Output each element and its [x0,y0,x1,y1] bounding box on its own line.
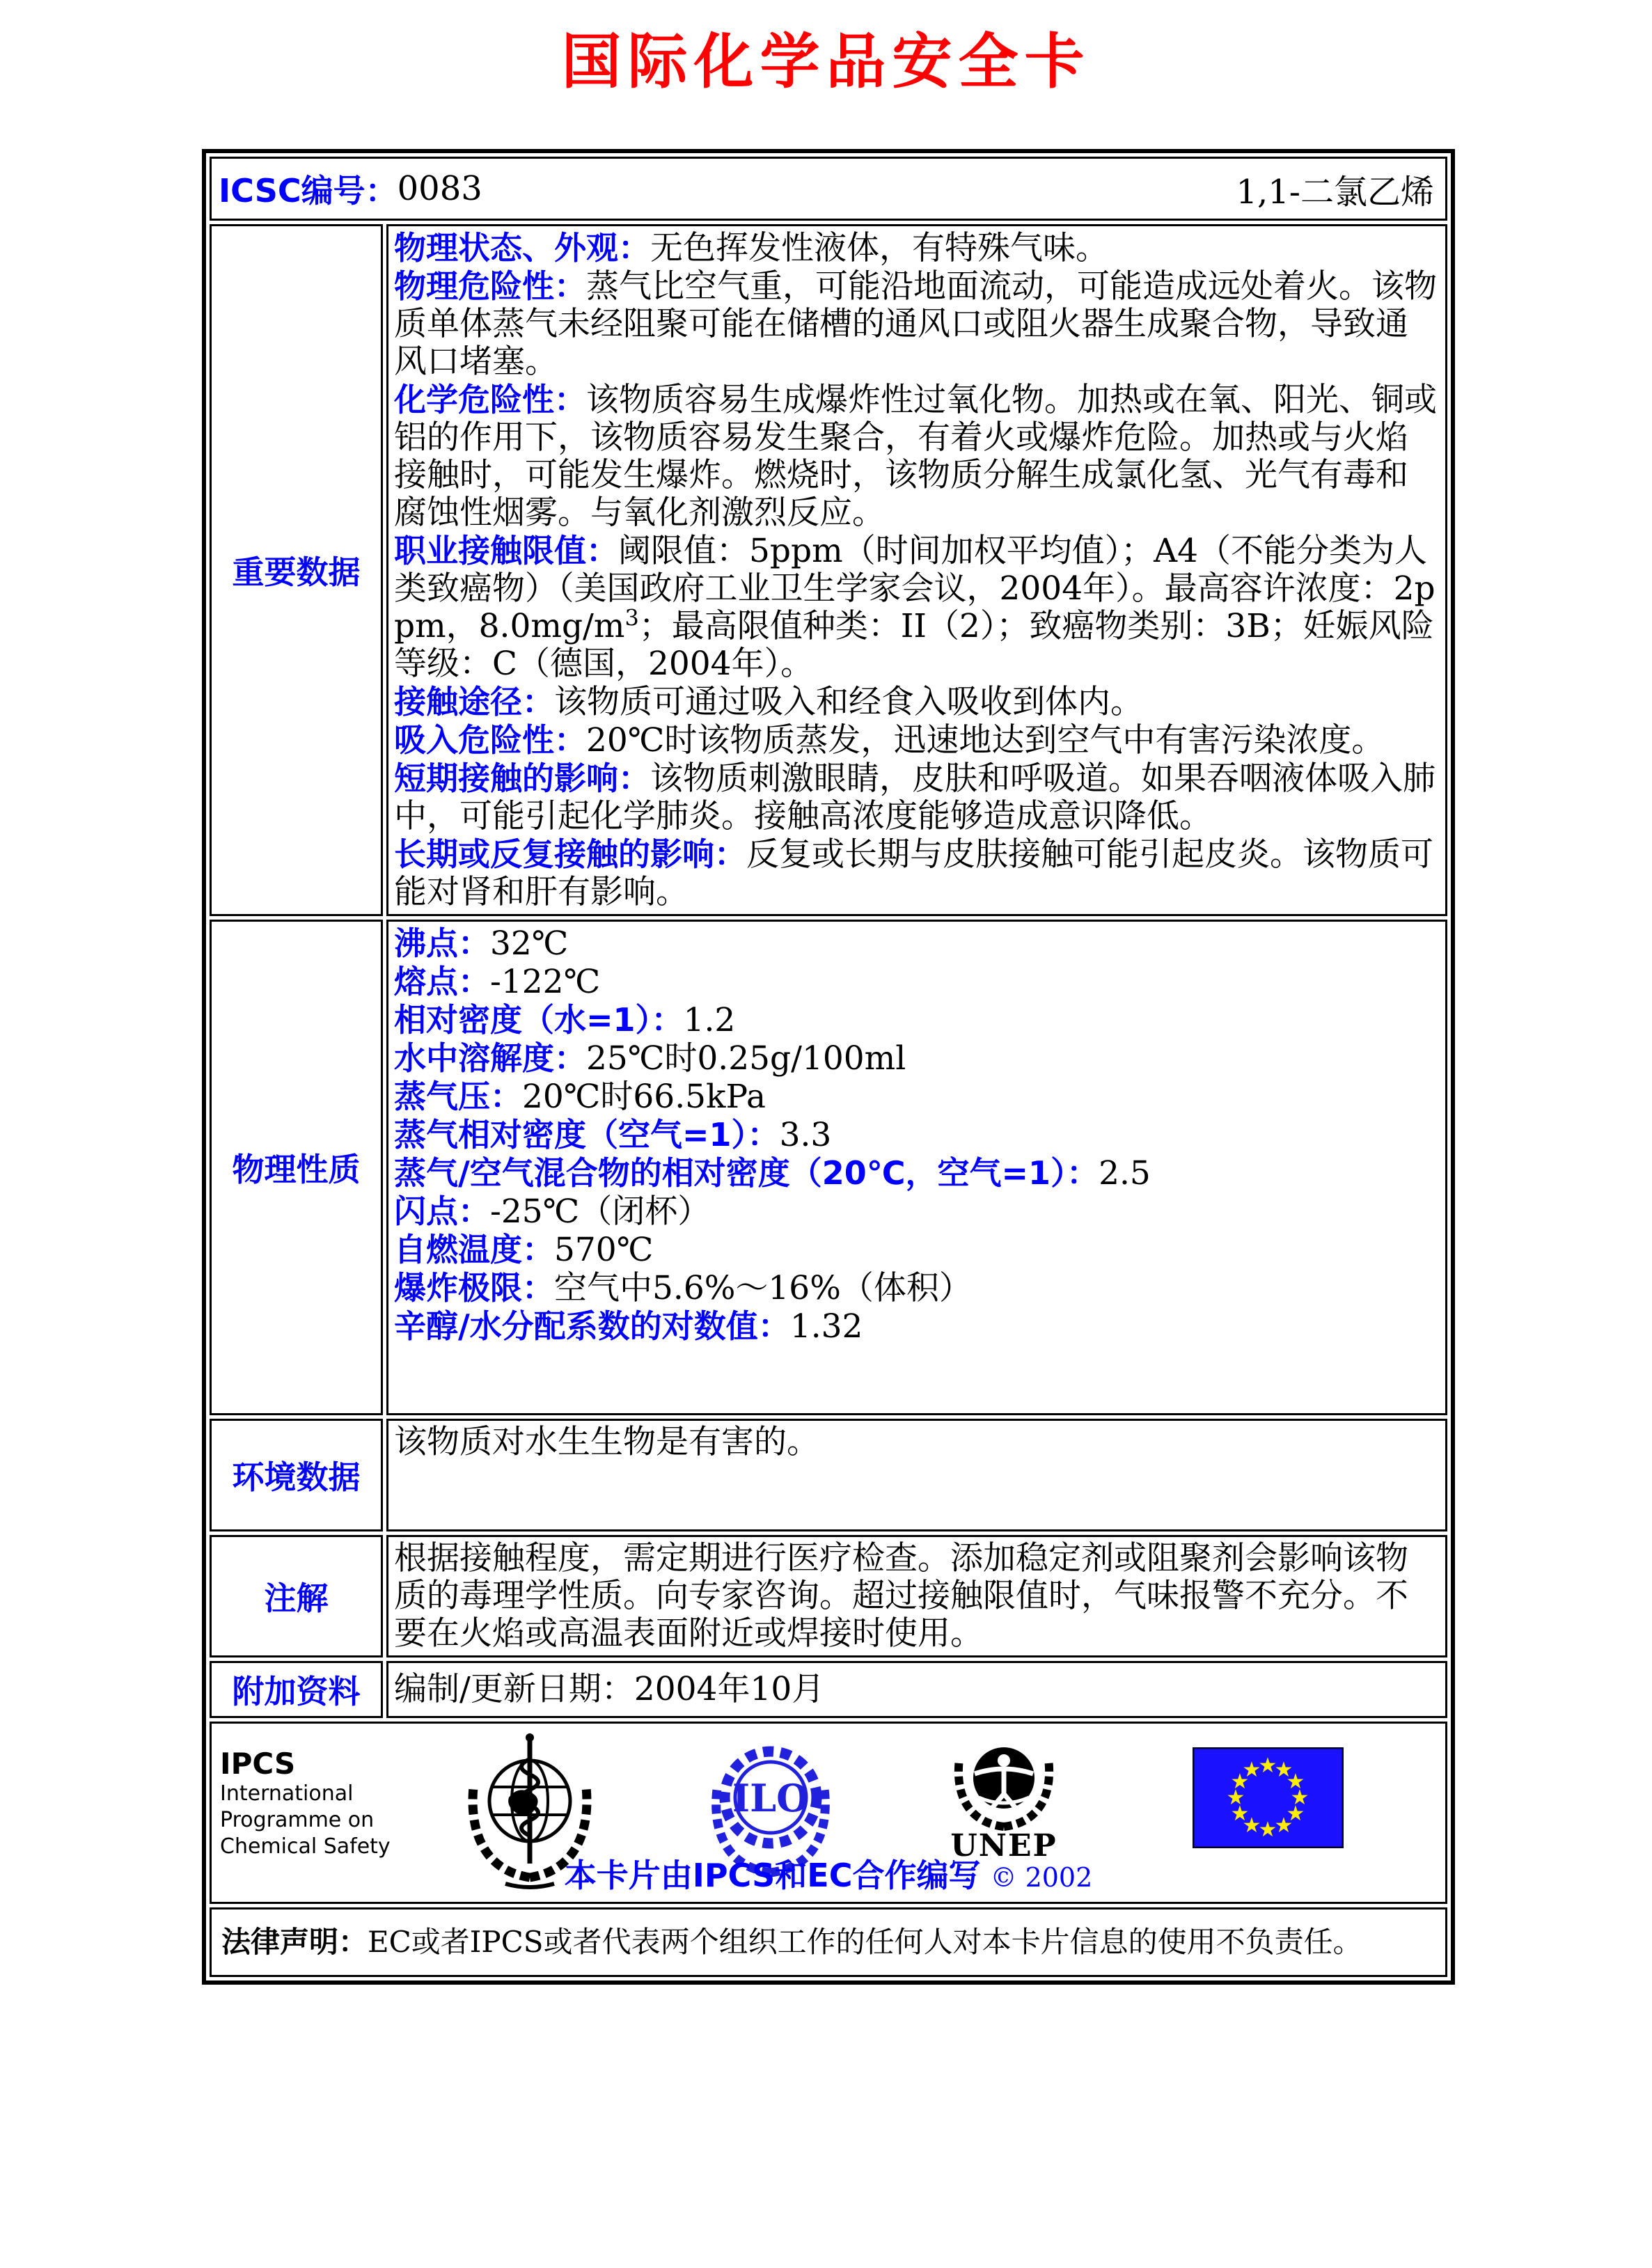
page-title: 国际化学品安全卡 [561,27,1091,97]
physical-properties-content [386,920,1447,1415]
row-label-physical-properties: 物理性质 [210,920,383,1415]
card-table [202,149,1455,1985]
svg-text:★: ★ [1226,1786,1245,1810]
icsc-number-label: ICSC编号： [219,172,398,210]
physical-properties-row [210,920,1447,1415]
data-item: 物理状态、外观：无色挥发性液体，有特殊气味。 [394,229,1108,267]
important-data-content [386,224,1447,916]
property-item: 蒸气/空气混合物的相对密度（20℃，空气=1）：2.5 [394,1154,1151,1192]
eu-flag-icon [1193,1747,1344,1851]
additional-info-content [386,1661,1447,1718]
svg-text:★: ★ [1274,1813,1293,1838]
credit-text: 本卡片由IPCS和EC合作编写 [564,1857,981,1894]
notes-content [386,1535,1447,1657]
data-item: 接触途径：该物质可通过吸入和经食入吸收到体内。 [394,683,1143,721]
property-item: 辛醇/水分配系数的对数值：1.32 [394,1307,863,1346]
property-item: 蒸气相对密度（空气=1）：3.3 [394,1116,832,1154]
property-item: 自燃温度：570℃ [394,1231,654,1269]
chemical-name: 1,1-二氯乙烯 [1236,172,1434,212]
header-row [210,157,1447,221]
property-item: 熔点：-122℃ [394,963,601,1001]
property-item: 沸点：32℃ [394,924,569,963]
legal-label: 法律声明： [221,1925,368,1959]
row-label-additional-info: 附加资料 [210,1661,383,1718]
data-item: 短期接触的影响：该物质刺激眼睛，皮肤和呼吸道。如果吞咽液体吸入肺中，可能引起化学肺炎。接触高浓度能够造成意识降低。 [394,759,1435,835]
data-item: 物理危险性：蒸气比空气重，可能沿地面流动，可能造成远处着火。该物质单体蒸气未经阻聚可能在储槽的通风口或阻火器生成聚合物，导致通风口堵塞。 [394,267,1437,381]
superscript: 3 [624,604,639,631]
footer-cell [210,1722,1447,1904]
unep-caption: UNEP [950,1828,1057,1864]
ipcs-acronym: IPCS [220,1747,296,1781]
ipcs-line: International [220,1781,354,1806]
icsc-number-value: 0083 [397,169,482,208]
property-item: 闪点：-25℃（闭杯） [394,1192,711,1231]
copyright-text: © 2002 [990,1862,1093,1893]
ilo-letters: ILO [732,1776,810,1820]
svg-text:★: ★ [1230,1770,1250,1794]
unep-logo-icon [948,1728,1060,1864]
icsc-card-page [0,27,1652,1959]
svg-text:★: ★ [1242,1813,1261,1838]
svg-text:★: ★ [1242,1758,1261,1782]
important-data-row [210,224,1447,916]
additional-info-row [210,1661,1447,1718]
environmental-data-text: 该物质对水生生物是有害的。 [394,1423,819,1461]
data-item: 吸入危险性：20℃时该物质蒸发，迅速地达到空气中有害污染浓度。 [394,721,1385,759]
environmental-data-row [210,1419,1447,1531]
row-label-important-data: 重要数据 [210,224,383,916]
svg-text:★: ★ [1290,1786,1309,1810]
svg-text:★: ★ [1258,1818,1277,1842]
header-cell [210,157,1447,221]
legal-row [210,1907,1447,1977]
ipcs-line: Chemical Safety [220,1834,391,1859]
ipcs-line: Programme on [220,1808,375,1832]
notes-text: 根据接触程度，需定期进行医疗检查。添加稳定剂或阻聚剂会影响该物质的毒理学性质。向专家咨询。超过接触限值时，气味报警不充分。不要在火焰或高温表面附近或焊接时使用。 [394,1539,1408,1653]
svg-text:★: ★ [1274,1758,1293,1782]
icsc-number-group [219,166,482,212]
svg-text:★: ★ [1286,1770,1305,1794]
property-item: 爆炸极限：空气中5.6%～16%（体积） [394,1269,972,1307]
environmental-data-content [386,1419,1447,1531]
data-item: 长期或反复接触的影响：反复或长期与皮肤接触可能引起皮炎。该物质可能对肾和肝有影响。 [394,835,1433,911]
legal-text: EC或者IPCS或者代表两个组织工作的任何人对本卡片信息的使用不负责任。 [368,1925,1362,1959]
property-item: 水中溶解度：25℃时0.25g/100ml [394,1039,906,1078]
notes-row [210,1535,1447,1657]
credit-line [212,1850,1445,1896]
property-item: 相对密度（水=1）：1.2 [394,1001,736,1039]
footer-row [210,1722,1447,1904]
data-item: 化学危险性：该物质容易生成爆炸性过氧化物。加热或在氧、阳光、铜或铝的作用下，该物质容易发生聚合，有着火或爆炸危险。加热或与火焰接触时，可能发生爆炸。燃烧时，该物质分解生成氯化氢、光气有毒和腐蚀性烟雾。与氧化剂激烈反应。 [394,381,1437,532]
additional-info-text: 编制/更新日期：2004年10月 [394,1670,825,1708]
data-item: 职业接触限值：阈限值：5ppm（时间加权平均值）；A4（不能分类为人类致癌物）（美国政府工业卫生学家会议，2004年）。最高容许浓度：2ppm，$8.0mg/m^3$；最高限值种类：II（2）；致癌物类别：3B；妊娠风险等级：C（德国，2004年）。 [394,532,1435,683]
legal-cell [210,1907,1447,1977]
ipcs-block [220,1747,391,1860]
svg-text:★: ★ [1258,1754,1277,1778]
property-item: 蒸气压：20℃时66.5kPa [394,1078,766,1116]
svg-text:★: ★ [1230,1802,1250,1826]
svg-text:★: ★ [1286,1802,1305,1826]
row-label-notes: 注解 [210,1535,383,1657]
row-label-environmental-data: 环境数据 [210,1419,383,1531]
